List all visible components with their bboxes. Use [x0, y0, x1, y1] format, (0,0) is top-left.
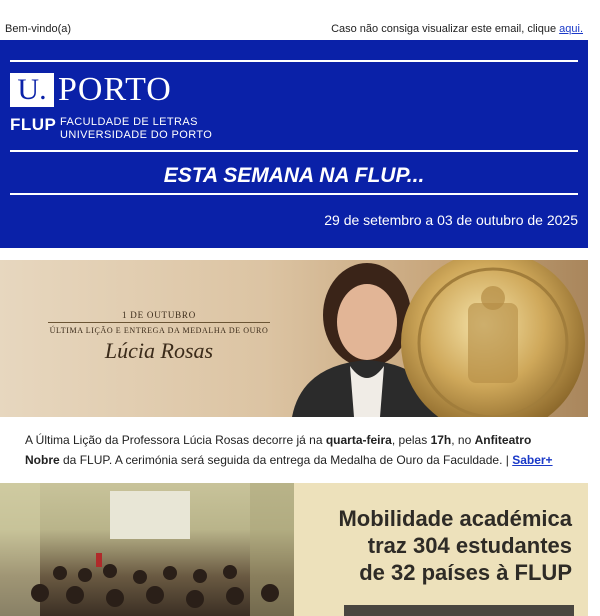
header-divider-middle: [10, 150, 578, 152]
banner-speaker-name: Lúcia Rosas: [104, 338, 214, 363]
banner-event-date: 1 DE OUTUBRO: [121, 310, 197, 320]
mobility-image-strip: [344, 605, 574, 616]
logo-flup: FLUP: [10, 115, 57, 134]
mobility-line-1: Mobilidade académica: [338, 506, 572, 531]
logo-u-mark: U.: [10, 73, 54, 107]
article-day: quarta-feira: [325, 433, 392, 447]
last-lecture-article: [25, 430, 565, 470]
article-venue: Anfiteatro Nobre: [25, 433, 532, 467]
mobility-line-3: de 32 países à FLUP: [359, 560, 572, 585]
view-online-link[interactable]: aqui.: [559, 23, 583, 35]
article-text-2: , pelas: [391, 433, 431, 447]
banner-event-title: ÚLTIMA LIÇÃO E ENTREGA DA MEDALHA DE OURO: [48, 322, 270, 335]
newsletter-headline: ESTA SEMANA NA FLUP...: [163, 164, 425, 187]
week-dates: 29 de setembro a 03 de outubro de 2025: [324, 212, 578, 228]
mobility-banner[interactable]: [294, 483, 588, 616]
email-preheader: [0, 0, 588, 40]
view-online-notice: [331, 23, 583, 35]
article-text-1: A Última Lição da Professora Lúcia Rosas decorre já na: [25, 433, 326, 447]
header-divider-bottom: [10, 193, 578, 195]
view-online-text: Caso não consiga visualizar este email, clique: [331, 23, 557, 35]
newsletter-header: [0, 40, 588, 248]
auditorium-photo[interactable]: [0, 483, 294, 616]
mobility-line-2: traz 304 estudantes: [367, 533, 572, 558]
logo-faculty-line: FACULDADE DE LETRAS: [60, 116, 198, 128]
article-text-3: , no: [451, 433, 475, 447]
logo-porto-wordmark: PORTO: [58, 71, 172, 108]
logo-faculty-name: [60, 116, 212, 142]
header-divider-top: [10, 60, 578, 62]
auditorium-audience-image: [0, 483, 294, 616]
logo-university-line: UNIVERSIDADE DO PORTO: [60, 129, 213, 141]
read-more-link[interactable]: Saber+: [512, 453, 553, 467]
last-lecture-banner[interactable]: [0, 260, 588, 417]
welcome-text: Bem-vindo(a): [5, 23, 72, 35]
article-time: 17h: [430, 433, 452, 447]
mobility-headline: [292, 505, 572, 586]
gold-medal-image: [388, 260, 588, 417]
article-text-4: da FLUP. A cerimónia será seguida da entrega da Medalha de Ouro da Faculdade. |: [59, 453, 513, 467]
